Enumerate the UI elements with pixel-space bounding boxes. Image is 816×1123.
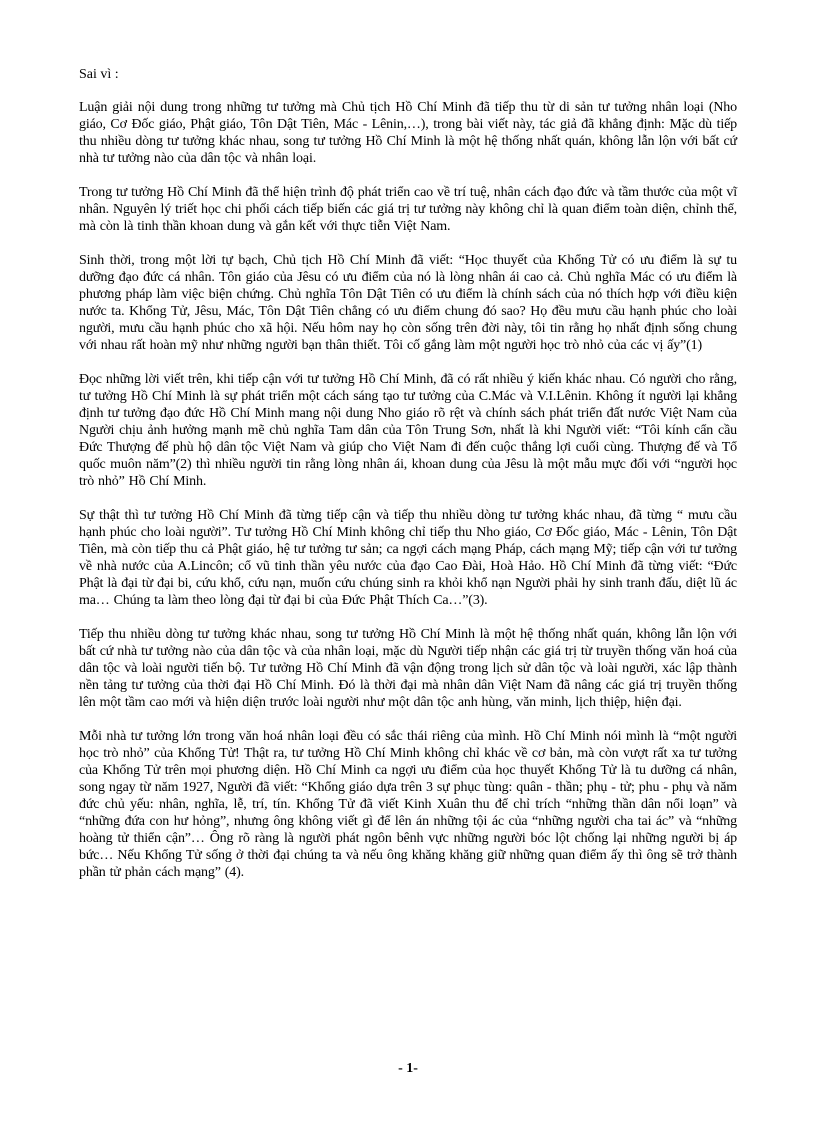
paragraph: Đọc những lời viết trên, khi tiếp cận với tư tưởng Hồ Chí Minh, đã có rất nhiều ý kiến khác nhau. Có người cho rằng, tư tưởng Hồ Chí Minh là sự phát triển một cách sáng tạo tư tưởng của C.Mác và V.I.Lênin. Không ít người lại khẳng định tư tưởng đạo đức Hồ Chí Minh mang nội dung Nho giáo rõ rệt và chính sách phát triển đất nước Việt Nam của Người chịu ảnh hưởng mạnh mẽ chủ nghĩa Tam dân của Tôn Trung Sơn, nhất là khi Người viết: “Tôi kính cẩn cầu Đức Thượng đế phù hộ dân tộc Việt Nam và giúp cho Việt Nam đi đến cuộc thắng lợi cuối cùng. Thượng đế và Tổ quốc muôn năm”(2) thì nhiều người tin rằng lòng nhân ái, khoan dung của Jêsu là một mẫu mực đối với “người học trò nhỏ” Hồ Chí Minh. [79, 372, 737, 489]
paragraph: Tiếp thu nhiều dòng tư tưởng khác nhau, song tư tưởng Hồ Chí Minh là một hệ thống nhất quán, không lẫn lộn với bất cứ nhà tư tưởng nào của dân tộc và của nhân loại, mặc dù Người tiếp nhận các giá trị từ truyền thống văn hoá của dân tộc và loài người tiến bộ. Tư tưởng Hồ Chí Minh đã vận động trong lịch sử dân tộc và loài người, xác lập thành nền tảng tư tưởng của thời đại Hồ Chí Minh. Đó là thời đại mà nhân dân Việt Nam đã nâng các giá trị truyền thống lên một tầm cao mới và hiện diện trước loài người như một dân tộc anh hùng, văn minh, lịch thiệp, hiện đại. [79, 627, 737, 710]
paragraph: Trong tư tưởng Hồ Chí Minh đã thể hiện trình độ phát triển cao về trí tuệ, nhân cách đạo đức và tầm thước của một vĩ nhân. Nguyên lý triết học chi phối cách tiếp biến các giá trị tư tưởng này không chỉ là quan điểm toàn diện, chỉnh thể, mà còn là tinh thần khoan dung và gắn kết với thực tiễn Việt Nam. [79, 185, 737, 234]
paragraph: Sinh thời, trong một lời tự bạch, Chủ tịch Hồ Chí Minh đã viết: “Học thuyết của Khổng Tử có ưu điểm là sự tu dưỡng đạo đức cá nhân. Tôn giáo của Jêsu có ưu điểm của nó là lòng nhân ái cao cả. Chủ nghĩa Mác có ưu điểm là phương pháp làm việc biện chứng. Chủ nghĩa Tôn Dật Tiên có ưu điểm là chính sách của nó thích hợp với điều kiện nước ta. Khổng Tử, Jêsu, Mác, Tôn Dật Tiên chẳng có ưu điểm chung đó sao? Họ đều mưu cầu hạnh phúc cho loài người, mưu cầu hạnh phúc cho xã hội. Nếu hôm nay họ còn sống trên đời này, tôi tin rằng họ nhất định sống chung với nhau rất hoàn mỹ như những người bạn thân thiết. Tôi cố gắng làm một người học trò nhỏ của các vị ấy”(1) [79, 253, 737, 353]
paragraph: Mỗi nhà tư tưởng lớn trong văn hoá nhân loại đều có sắc thái riêng của mình. Hồ Chí Minh nói mình là “một người học trò nhỏ” của Khổng Tử! Thật ra, tư tưởng Hồ Chí Minh không chỉ khác về cơ bản, mà còn vượt rất xa tư tưởng của Khổng Tử trên mọi phương diện. Hồ Chí Minh ca ngợi ưu điểm của học thuyết Khổng Tử là tu dưỡng cá nhân, song ngay từ năm 1927, Người đã viết: “Khổng giáo dựa trên 3 sự phục tùng: quân - thần; phụ - tử; phu - phụ và năm đức chủ yếu: nhân, nghĩa, lễ, trí, tín. Khổng Tử đã viết Kinh Xuân thu để chỉ trích “những thần dân nổi loạn” và “những đứa con hư hỏng”, nhưng ông không viết gì để lên án những tội ác của “những người cha tai ác” và “những hoàng tử thiển cận”… Ông rõ ràng là người phát ngôn bênh vực những người bóc lột chống lại những người bị áp bức… Nếu Khổng Tử sống ở thời đại chúng ta và nếu ông khăng khăng giữ những quan điểm ấy thì ông sẽ trở thành phần tử phản cách mạng” (4). [79, 729, 737, 880]
intro-line: Sai vì : [79, 67, 119, 82]
document-body [79, 66, 737, 898]
paragraph: Sự thật thì tư tưởng Hồ Chí Minh đã từng tiếp cận và tiếp thu nhiều dòng tư tưởng khác nhau, đã từng “ mưu cầu hạnh phúc cho loài người”. Tư tưởng Hồ Chí Minh không chỉ tiếp thu Nho giáo, Cơ Đốc giáo, Mác - Lênin, Tôn Dật Tiên, mà còn tiếp thu cả Phật giáo, hệ tư tưởng tư sản; ca ngợi cách mạng Pháp, cách mạng Mỹ; tiếp cận với tư tưởng về nhà nước của A.Lincôn; cổ vũ tinh thần yêu nước của đạo Cao Đài, Hoà Hảo. Hồ Chí Minh đã từng viết: “Đức Phật là đại từ đại bi, cứu khổ, cứu nạn, muốn cứu chúng sinh ra khỏi khổ nạn Người phải hy sinh tranh đấu, diệt lũ ác ma… Chúng ta làm theo lòng đại từ đại bi của Đức Phật Thích Ca…”(3). [79, 508, 737, 608]
paragraph: Luận giải nội dung trong những tư tưởng mà Chủ tịch Hồ Chí Minh đã tiếp thu từ di sản tư tưởng nhân loại (Nho giáo, Cơ Đốc giáo, Phật giáo, Tôn Dật Tiên, Mác - Lênin,…), trong bài viết này, tác giả đã khẳng định: Mặc dù tiếp thu nhiều dòng tư tưởng khác nhau, song tư tưởng Hồ Chí Minh là một hệ thống nhất quán, không lẫn lộn với bất cứ nhà tư tưởng nào của dân tộc và nhân loại. [79, 100, 737, 166]
page-number: - 1- [398, 1061, 418, 1076]
